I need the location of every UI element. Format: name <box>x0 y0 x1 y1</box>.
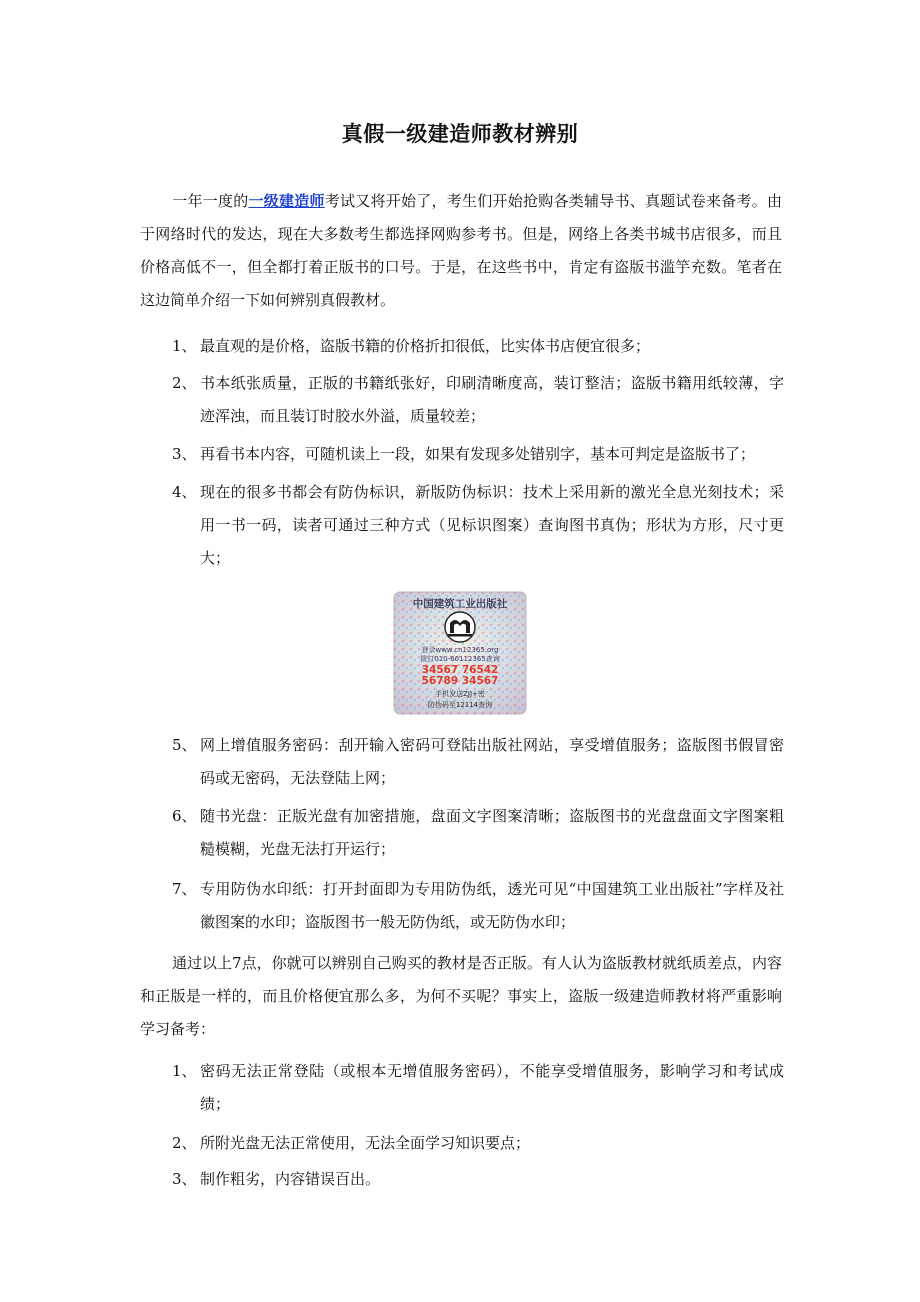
effect-number: 3、 <box>172 1170 197 1188</box>
effect-text: 制作粗劣，内容错误百出。 <box>200 1170 381 1188</box>
check-number: 3、 <box>172 445 197 463</box>
label-sms-number: 防伪码至12114查询 <box>427 701 493 709</box>
page-title: 真假一级建造师教材辨别 <box>341 122 579 146</box>
label-code-line-2: 56789 34567 <box>421 675 499 687</box>
check-item-5 <box>172 729 784 795</box>
check-item-7 <box>172 873 784 939</box>
summary-text: 通过以上7点，你就可以辨别自己购买的教材是否正版。有人认为盗版教材就纸质差点，内容和正版是一样的，而且价格便宜那么多，为何不买呢？事实上，盗版一级建造师教材将严重影响学习备考： <box>140 954 782 1038</box>
link-yijijianzaoshi[interactable]: 一级建造师 <box>248 192 325 210</box>
check-text: 书本纸张质量，正版的书籍纸张好，印刷清晰度高，装订整洁；盗版书籍用纸较薄，字迹浑浊，而且装订时胶水外溢，质量较差； <box>200 374 784 425</box>
check-number: 5、 <box>172 736 197 754</box>
label-code-line-1: 34567 76542 <box>421 664 499 676</box>
check-item-3 <box>172 438 784 471</box>
check-item-2 <box>172 367 784 433</box>
check-item-1 <box>172 330 784 363</box>
check-text: 现在的很多书都会有防伪标识，新版防伪标识：技术上采用新的激光全息光刻技术；采用一书一码，读者可通过三种方式（见标识图案）查询图书真伪；形状为方形，尺寸更大； <box>200 483 784 567</box>
label-publisher-name: 中国建筑工业出版社 <box>412 598 508 610</box>
summary-paragraph <box>140 947 782 1046</box>
label-web-query: 登录www.cn12365.org <box>421 646 499 654</box>
label-sms-query: 手机发送ZJJ+密 <box>435 690 485 698</box>
effect-item-2 <box>172 1127 784 1160</box>
check-text: 随书光盘：正版光盘有加密措施，盘面文字图案清晰；盗版图书的光盘盘面文字图案粗糙模糊，光盘无法打开运行； <box>200 807 784 858</box>
effect-text: 密码无法正常登陆（或根本无增值服务密码），不能享受增值服务，影响学习和考试成绩； <box>200 1062 784 1113</box>
check-item-6 <box>172 800 784 866</box>
check-number: 2、 <box>172 374 197 392</box>
check-number: 7、 <box>172 880 197 898</box>
check-number: 4、 <box>172 483 197 501</box>
intro-paragraph <box>140 185 782 317</box>
effect-number: 2、 <box>172 1134 197 1152</box>
check-number: 6、 <box>172 807 197 825</box>
check-text: 再看书本内容，可随机读上一段，如果有发现多处错别字，基本可判定是盗版书了； <box>200 445 756 463</box>
effect-text: 所附光盘无法正常使用，无法全面学习知识要点； <box>200 1134 531 1152</box>
check-text: 专用防伪水印纸：打开封面即为专用防伪纸，透光可见“中国建筑工业出版社”字样及社徽图案的水印；盗版图书一般无防伪纸，或无防伪水印； <box>200 880 784 931</box>
publisher-emblem-icon <box>445 612 475 642</box>
check-text: 最直观的是价格，盗版书籍的价格折扣很低，比实体书店便宜很多； <box>200 337 651 355</box>
check-text: 网上增值服务密码：刮开输入密码可登陆出版社网站，享受增值服务；盗版图书假冒密码或无密码，无法登陆上网； <box>200 736 784 787</box>
check-number: 1、 <box>172 337 197 355</box>
intro-text-before: 一年一度的 <box>172 192 249 210</box>
check-item-4 <box>172 476 784 575</box>
intro-text-after: 考试又将开始了，考生们开始抢购各类辅导书、真题试卷来备考。由于网络时代的发达，现在大多数考生都选择网购参考书。但是，网络上各类书城书店很多，而且价格高低不一，但全都打着正版书的口号。于是，在这些书中，肯定有盗版书滥竽充数。笔者在这边简单介绍一下如何辨别真假教材。 <box>140 192 782 309</box>
effect-number: 1、 <box>172 1062 197 1080</box>
effect-item-3 <box>172 1163 784 1196</box>
effect-item-1 <box>172 1055 784 1121</box>
anti-counterfeit-label-image <box>393 591 527 715</box>
label-phone-query: 拨打010-66112365查询 <box>420 655 500 663</box>
